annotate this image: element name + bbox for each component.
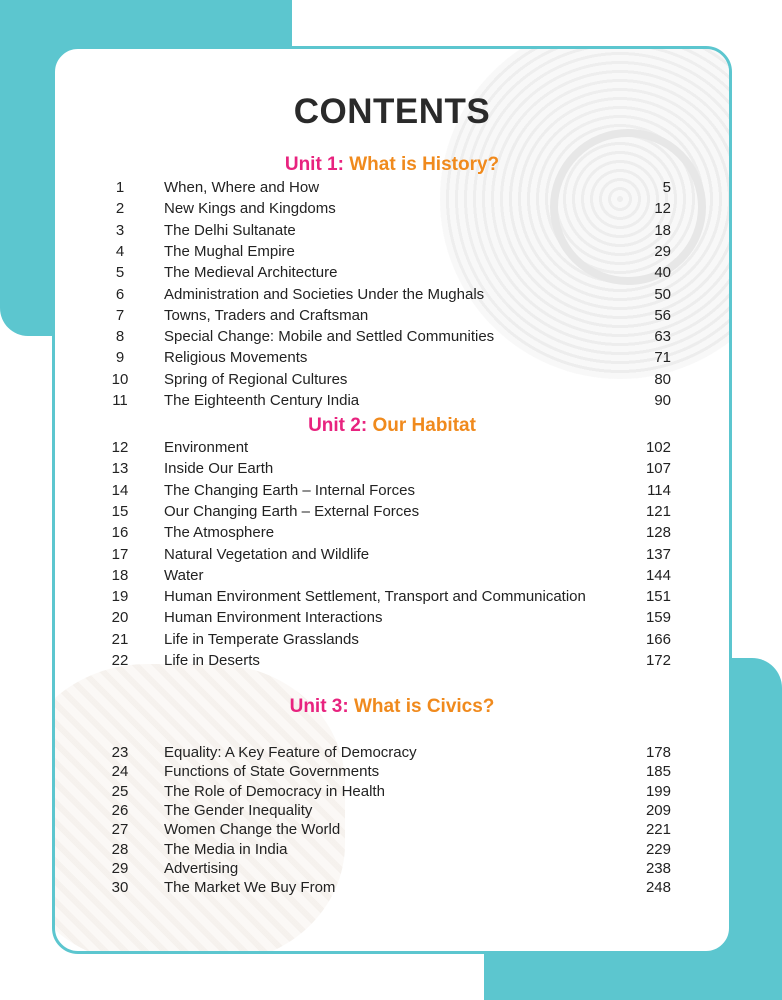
chapter-page: 50 bbox=[654, 285, 671, 303]
chapter-number: 29 bbox=[111, 859, 129, 877]
chapter-row bbox=[55, 264, 729, 285]
chapter-title: Environment bbox=[164, 439, 249, 456]
chapter-number: 6 bbox=[115, 285, 125, 303]
chapter-row bbox=[55, 371, 729, 392]
chapter-row bbox=[55, 860, 729, 881]
chapter-number: 22 bbox=[111, 652, 129, 669]
chapter-title: The Eighteenth Century India bbox=[164, 392, 360, 409]
chapter-page: 172 bbox=[645, 652, 671, 669]
chapter-row bbox=[55, 179, 729, 200]
chapter-title: The Medieval Architecture bbox=[164, 264, 338, 282]
chapter-row bbox=[55, 243, 729, 264]
chapter-title: The Mughal Empire bbox=[164, 242, 295, 260]
chapter-number: 15 bbox=[111, 502, 129, 520]
chapter-title: Special Change: Mobile and Settled Communities bbox=[164, 328, 495, 346]
chapter-page: 90 bbox=[654, 392, 671, 409]
chapter-title: Life in Temperate Grasslands bbox=[164, 630, 359, 648]
chapter-page: 199 bbox=[645, 782, 671, 800]
chapter-number: 23 bbox=[111, 744, 129, 761]
chapter-number: 26 bbox=[111, 801, 129, 819]
chapter-number: 2 bbox=[115, 200, 125, 218]
chapter-number: 8 bbox=[115, 328, 125, 346]
chapter-page: 5 bbox=[662, 179, 671, 196]
chapter-page: 229 bbox=[645, 840, 671, 858]
chapter-page: 29 bbox=[654, 242, 671, 260]
chapter-row bbox=[55, 349, 729, 370]
chapter-page: 63 bbox=[654, 328, 671, 346]
chapter-title: Life in Deserts bbox=[164, 652, 260, 669]
unit-heading-3 bbox=[55, 696, 729, 718]
chapter-number: 4 bbox=[115, 242, 125, 260]
chapter-page: 137 bbox=[645, 545, 671, 563]
contents-card bbox=[52, 46, 732, 954]
chapter-row bbox=[55, 567, 729, 588]
chapter-number: 20 bbox=[111, 609, 129, 627]
chapter-row bbox=[55, 783, 729, 804]
chapter-row bbox=[55, 439, 729, 460]
chapter-number: 1 bbox=[115, 179, 125, 196]
chapter-title: New Kings and Kingdoms bbox=[164, 200, 336, 218]
chapter-number: 18 bbox=[111, 566, 129, 584]
chapter-page: 248 bbox=[645, 879, 671, 897]
chapter-number: 9 bbox=[115, 349, 125, 367]
chapter-page: 107 bbox=[645, 460, 671, 478]
unit-name: What is History? bbox=[349, 154, 500, 175]
chapter-row bbox=[55, 841, 729, 862]
chapter-title: The Role of Democracy in Health bbox=[164, 782, 385, 800]
chapter-title: Water bbox=[164, 566, 204, 584]
chapter-number: 16 bbox=[111, 524, 129, 542]
chapter-row bbox=[55, 392, 729, 413]
chapter-row bbox=[55, 609, 729, 630]
chapter-page: 221 bbox=[645, 821, 671, 839]
chapter-title: Equality: A Key Feature of Democracy bbox=[164, 744, 417, 761]
chapter-title: When, Where and How bbox=[164, 179, 320, 196]
chapter-row bbox=[55, 524, 729, 545]
chapter-page: 238 bbox=[645, 859, 671, 877]
chapter-page: 178 bbox=[645, 744, 671, 761]
chapter-row bbox=[55, 482, 729, 503]
chapter-title: Spring of Regional Cultures bbox=[164, 370, 348, 388]
chapter-page: 144 bbox=[645, 566, 671, 584]
chapter-number: 28 bbox=[111, 840, 129, 858]
chapter-title: Human Environment Interactions bbox=[164, 609, 383, 627]
chapter-number: 12 bbox=[111, 439, 129, 456]
chapter-title: Towns, Traders and Craftsman bbox=[164, 306, 369, 324]
chapter-number: 17 bbox=[111, 545, 129, 563]
chapter-title: Functions of State Governments bbox=[164, 763, 380, 781]
chapter-page: 159 bbox=[645, 609, 671, 627]
chapter-number: 24 bbox=[111, 763, 129, 781]
chapter-row bbox=[55, 328, 729, 349]
unit-heading-2 bbox=[55, 415, 729, 437]
chapter-number: 14 bbox=[111, 481, 129, 499]
chapter-row bbox=[55, 546, 729, 567]
chapter-row bbox=[55, 821, 729, 842]
chapter-page: 151 bbox=[645, 588, 671, 606]
chapter-title: Our Changing Earth – External Forces bbox=[164, 502, 420, 520]
chapter-number: 25 bbox=[111, 782, 129, 800]
chapter-title: The Market We Buy From bbox=[164, 879, 336, 897]
chapter-title: Women Change the World bbox=[164, 821, 341, 839]
chapter-page: 185 bbox=[645, 763, 671, 781]
chapter-row bbox=[55, 200, 729, 221]
chapter-number: 3 bbox=[115, 221, 125, 239]
chapter-number: 10 bbox=[111, 370, 129, 388]
chapter-page: 166 bbox=[645, 630, 671, 648]
chapter-row bbox=[55, 588, 729, 609]
chapter-page: 128 bbox=[645, 524, 671, 542]
chapter-title: The Gender Inequality bbox=[164, 801, 313, 819]
chapter-title: The Delhi Sultanate bbox=[164, 221, 296, 239]
chapter-title: Religious Movements bbox=[164, 349, 308, 367]
chapter-number: 13 bbox=[111, 460, 129, 478]
chapter-page: 114 bbox=[647, 481, 671, 499]
chapter-row bbox=[55, 222, 729, 243]
unit-heading-1 bbox=[55, 154, 729, 176]
chapter-row bbox=[55, 879, 729, 900]
chapter-row bbox=[55, 744, 729, 765]
chapter-page: 102 bbox=[645, 439, 671, 456]
chapter-row bbox=[55, 763, 729, 784]
chapter-number: 19 bbox=[111, 588, 129, 606]
chapter-page: 12 bbox=[654, 200, 671, 218]
chapter-page: 209 bbox=[645, 801, 671, 819]
chapter-title: Natural Vegetation and Wildlife bbox=[164, 545, 370, 563]
chapter-title: The Changing Earth – Internal Forces bbox=[164, 481, 415, 499]
chapter-title: The Atmosphere bbox=[164, 524, 275, 542]
chapter-page: 56 bbox=[654, 306, 671, 324]
chapter-row bbox=[55, 802, 729, 823]
chapter-row bbox=[55, 307, 729, 328]
chapter-title: Human Environment Settlement, Transport and Communication bbox=[164, 588, 586, 606]
chapter-number: 30 bbox=[111, 879, 129, 897]
unit-name: What is Civics? bbox=[353, 696, 495, 717]
chapter-row bbox=[55, 286, 729, 307]
chapter-row bbox=[55, 460, 729, 481]
chapter-title: Administration and Societies Under the Mughals bbox=[164, 285, 485, 303]
chapter-page: 71 bbox=[654, 349, 671, 367]
chapter-title: The Media in India bbox=[164, 840, 288, 858]
chapter-number: 21 bbox=[111, 630, 129, 648]
unit-name: Our Habitat bbox=[372, 415, 476, 436]
chapter-title: Inside Our Earth bbox=[164, 460, 274, 478]
chapter-page: 80 bbox=[654, 370, 671, 388]
chapter-page: 18 bbox=[654, 221, 671, 239]
chapter-row bbox=[55, 652, 729, 673]
chapter-number: 7 bbox=[115, 306, 125, 324]
chapter-title: Advertising bbox=[164, 859, 239, 877]
page-title: CONTENTS bbox=[293, 92, 491, 131]
chapter-number: 5 bbox=[115, 264, 125, 282]
chapter-row bbox=[55, 631, 729, 652]
unit-prefix: Unit 2: bbox=[308, 415, 368, 436]
chapter-number: 11 bbox=[112, 392, 128, 409]
chapter-page: 40 bbox=[654, 264, 671, 282]
chapter-number: 27 bbox=[111, 821, 129, 839]
chapter-page: 121 bbox=[645, 502, 671, 520]
chapter-row bbox=[55, 503, 729, 524]
unit-prefix: Unit 1: bbox=[284, 154, 344, 175]
unit-prefix: Unit 3: bbox=[289, 696, 349, 717]
